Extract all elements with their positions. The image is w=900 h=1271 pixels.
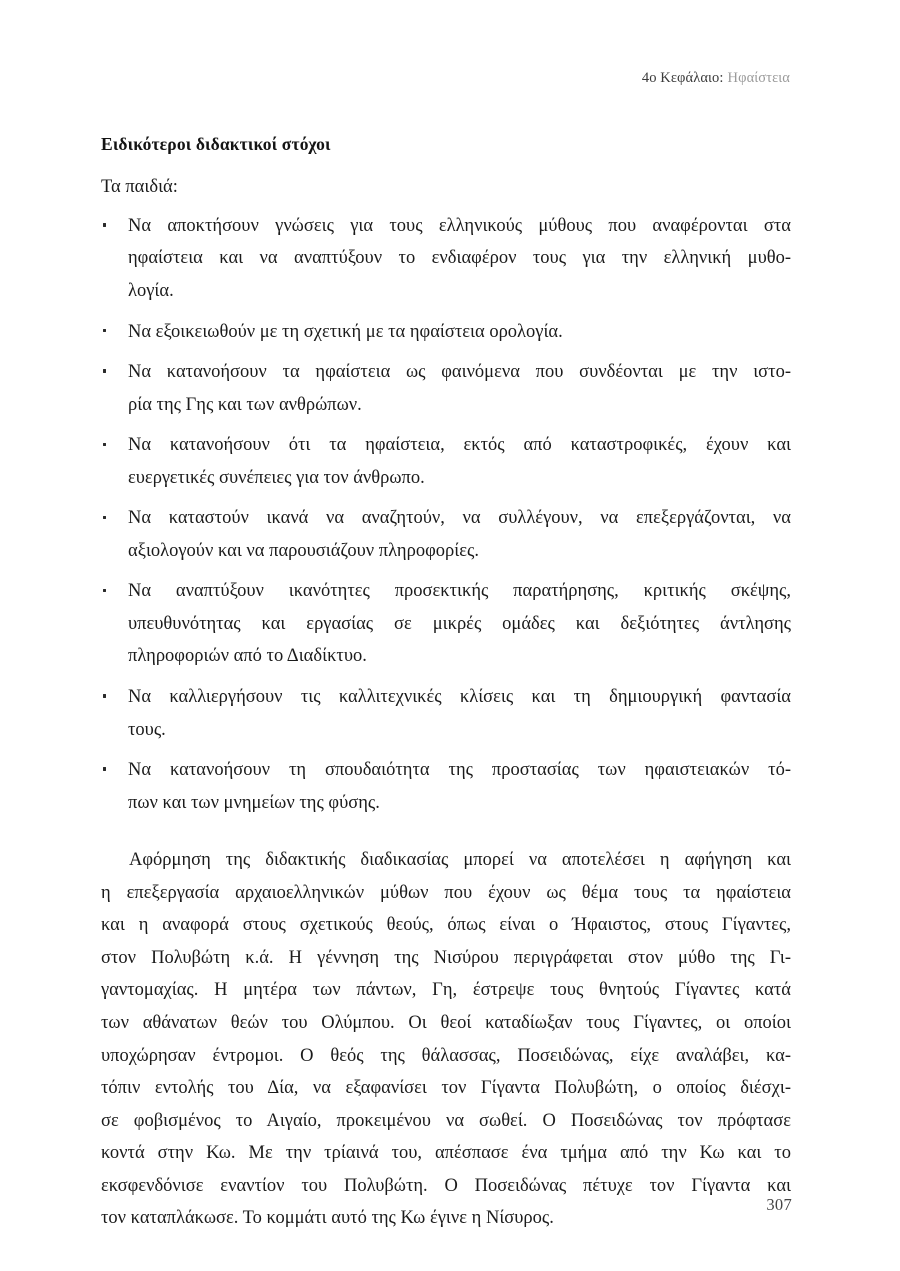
text-line: Να αναπτύξουν ικανότητες προσεκτικής παρατήρησης, κριτικής σκέψης,	[128, 581, 791, 602]
text-line: ηφαίστεια και να αναπτύξουν το ενδιαφέρον τους για την ελληνική μυθο-	[128, 248, 791, 269]
bullet-icon	[103, 694, 106, 697]
text-line: Να κατανοήσουν τα ηφαίστεια ως φαινόμενα που συνδέονται με την ιστο-	[128, 362, 791, 383]
text-line: υπευθυνότητας και εργασίας σε μικρές ομάδες και δεξιότητες άντλησης	[128, 613, 791, 634]
list-item-text	[128, 316, 791, 349]
bullet-icon	[103, 589, 106, 592]
text-line: σε φοβισμένος το Αιγαίο, προκειμένου να σωθεί. Ο Ποσειδώνας τον πρόφτασε	[101, 1110, 791, 1131]
bullet-icon	[103, 443, 106, 446]
list-item	[101, 210, 791, 308]
text-line: στον Πολυβώτη κ.ά. Η γέννηση της Νισύρου περιγράφεται στον μύθο της Γι-	[101, 947, 791, 968]
text-line: ρία της Γης και των ανθρώπων.	[128, 394, 362, 415]
text-line: Αφόρμηση της διδακτικής διαδικασίας μπορεί να αποτελέσει η αφήγηση και	[129, 850, 791, 871]
bullet-icon	[103, 369, 106, 372]
running-header	[642, 70, 790, 87]
text-line: πληροφοριών από το Διαδίκτυο.	[128, 646, 367, 667]
list-item	[101, 429, 791, 494]
text-line: γαντομαχίας. Η μητέρα των πάντων, Γη, έστρεψε τους θνητούς Γίγαντες κατά	[101, 980, 791, 1001]
list-item-text	[128, 575, 791, 673]
list-item	[101, 681, 791, 746]
text-line: πων και των μνημείων της φύσης.	[128, 792, 380, 813]
bullet-icon	[103, 516, 106, 519]
page-content	[101, 134, 791, 1235]
header-chapter-number: 4ο Κεφάλαιο:	[641, 70, 724, 86]
list-item-text	[128, 429, 791, 494]
text-line: τόπιν εντολής του Δία, να εξαφανίσει τον Γίγαντα Πολυβώτη, ο οποίος διέσχι-	[101, 1078, 791, 1099]
text-line: τον καταπλάκωσε. Το κομμάτι αυτό της Κω έγινε η Νίσυρος.	[101, 1208, 554, 1229]
text-line: εκσφενδόνισε εναντίον του Πολυβώτη. Ο Ποσειδώνας πέτυχε τον Γίγαντα και	[101, 1175, 791, 1196]
list-item-text	[128, 502, 791, 567]
list-item	[101, 754, 791, 819]
list-item-text	[128, 754, 791, 819]
lead-line: Τα παιδιά:	[101, 176, 178, 197]
page-number: 307	[766, 1195, 792, 1214]
text-line: Να καλλιεργήσουν τις καλλιτεχνικές κλίσεις και τη δημιουργική φαντασία	[128, 687, 791, 708]
text-line: ευεργετικές συνέπειες για τον άνθρωπο.	[128, 467, 425, 488]
list-item	[101, 356, 791, 421]
text-line: κοντά στην Κω. Με την τρίαινά του, απέσπασε ένα τμήμα από την Κω και το	[101, 1143, 791, 1164]
bullet-icon	[103, 223, 106, 226]
list-item	[101, 316, 791, 349]
list-item	[101, 502, 791, 567]
list-item-text	[128, 210, 791, 308]
list-item-text	[128, 681, 791, 746]
objectives-list	[101, 210, 791, 819]
text-line: η επεξεργασία αρχαιοελληνικών μύθων που έχουν ως θέμα τους τα ηφαίστεια	[101, 882, 791, 903]
text-line: Να κατανοήσουν ότι τα ηφαίστεια, εκτός από καταστροφικές, έχουν και	[128, 435, 791, 456]
section-heading: Ειδικότεροι διδακτικοί στόχοι	[101, 134, 331, 154]
text-line: και η αναφορά στους σχετικούς θεούς, όπως είναι ο Ήφαιστος, στους Γίγαντες,	[101, 915, 791, 936]
text-line: Να αποκτήσουν γνώσεις για τους ελληνικούς μύθους που αναφέρονται στα	[128, 215, 791, 236]
bullet-icon	[103, 329, 106, 332]
text-line: των αθάνατων θεών του Ολύμπου. Οι θεοί καταδίωξαν τους Γίγαντες, οι οποίοι	[101, 1012, 791, 1033]
text-line: Να εξοικειωθούν με τη σχετική με τα ηφαίστεια ορολογία.	[128, 321, 563, 342]
bullet-icon	[103, 767, 106, 770]
text-line: λογία.	[128, 281, 174, 302]
text-line: υποχώρησαν έντρομοι. Ο θεός της θάλασσας, Ποσειδώνας, είχε αναλάβει, κα-	[101, 1045, 791, 1066]
text-line: Να καταστούν ικανά να αναζητούν, να συλλέγουν, να επεξεργάζονται, να	[128, 508, 791, 529]
list-item	[101, 575, 791, 673]
text-line: αξιολογούν και να παρουσιάζουν πληροφορίες.	[128, 540, 479, 561]
body-paragraph	[101, 844, 791, 1235]
list-item-text	[128, 356, 791, 421]
text-line: Να κατανοήσουν τη σπουδαιότητα της προστασίας των ηφαιστειακών τό-	[128, 760, 791, 781]
text-line: τους.	[128, 719, 166, 740]
header-chapter-title: Ηφαίστεια	[727, 70, 790, 86]
